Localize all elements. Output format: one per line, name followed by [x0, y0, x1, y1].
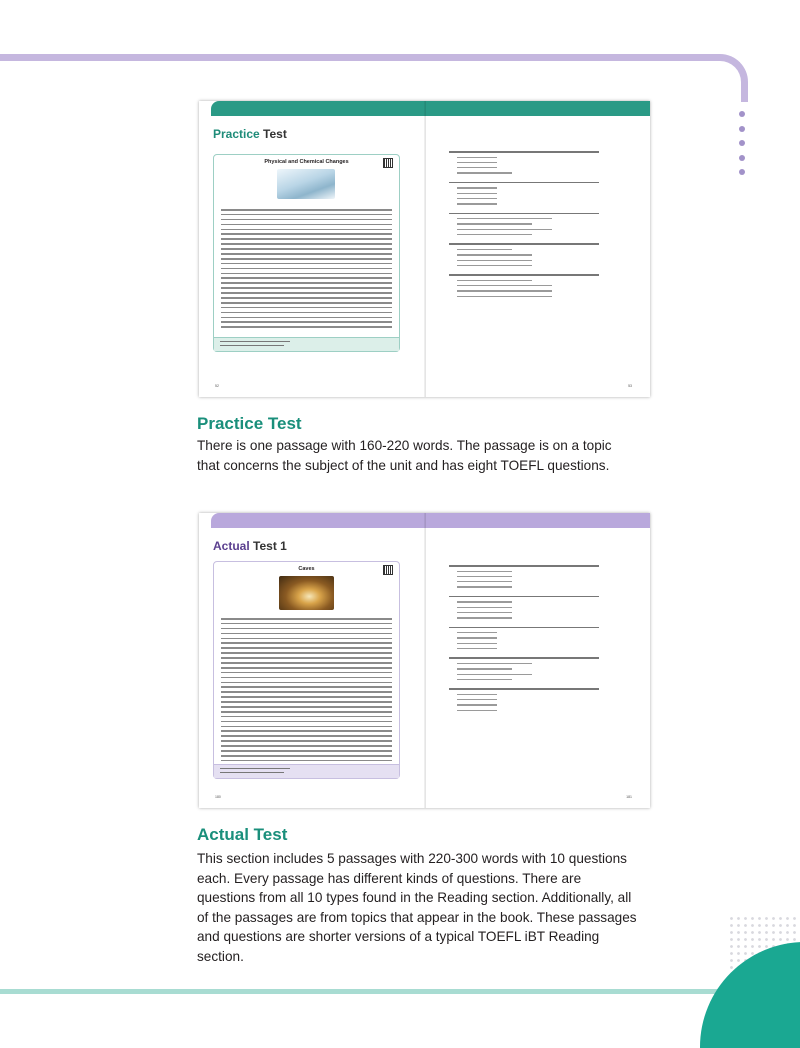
spread-title-rest: Test [263, 127, 287, 141]
decorative-dots [739, 111, 747, 184]
actual-test-spread-image [199, 513, 650, 808]
spread-header-band [211, 513, 650, 528]
passage-box [213, 154, 400, 352]
actual-test-description: This section includes 5 passages with 220-300 words with 10 questions each. Every passage has different kinds of questions. There are questions from all 10 types found in the Reading section. Additionally, all of the passages are from topics that appear in the book. These passages and questions are shorter versions of a typical TOEFL iBT Reading section. [197, 851, 637, 964]
qr-code-icon [383, 565, 393, 575]
page-number-right: 53 [628, 384, 632, 388]
passage-text-lines [221, 209, 392, 331]
passage-box [213, 561, 400, 779]
spread-title-rest: Test 1 [253, 539, 287, 553]
passage-title: Physical and Chemical Changes [264, 159, 349, 165]
question-list [449, 565, 639, 719]
cave-photo [279, 576, 334, 610]
page-fold [424, 101, 426, 397]
page-number-left: 52 [215, 384, 219, 388]
ice-cubes-photo [277, 169, 335, 199]
bottom-divider-line [0, 989, 800, 994]
qr-code-icon [383, 158, 393, 168]
spread-title [213, 539, 287, 553]
page-number-right: 181 [626, 795, 632, 799]
spread-title-accent: Practice [213, 127, 260, 141]
decorative-circle [700, 942, 800, 1048]
practice-test-spread-image [199, 101, 650, 397]
practice-test-heading: Practice Test [197, 414, 302, 433]
page-fold [424, 513, 426, 808]
passage-text-lines [221, 618, 392, 765]
practice-test-description: There is one passage with 160-220 words. The passage is on a topic that concerns the subject of the unit and has eight TOEFL questions. [197, 438, 612, 473]
top-divider-curve [712, 54, 748, 102]
spread-title [213, 127, 287, 141]
spread-title-accent: Actual [213, 539, 250, 553]
top-divider-line [0, 54, 718, 61]
page-number-left: 180 [215, 795, 221, 799]
spread-header-band [211, 101, 650, 116]
passage-title: Caves [298, 566, 315, 572]
actual-test-heading: Actual Test [197, 825, 288, 844]
glossary-box [214, 764, 399, 778]
glossary-box [214, 337, 399, 351]
question-list [449, 151, 639, 305]
